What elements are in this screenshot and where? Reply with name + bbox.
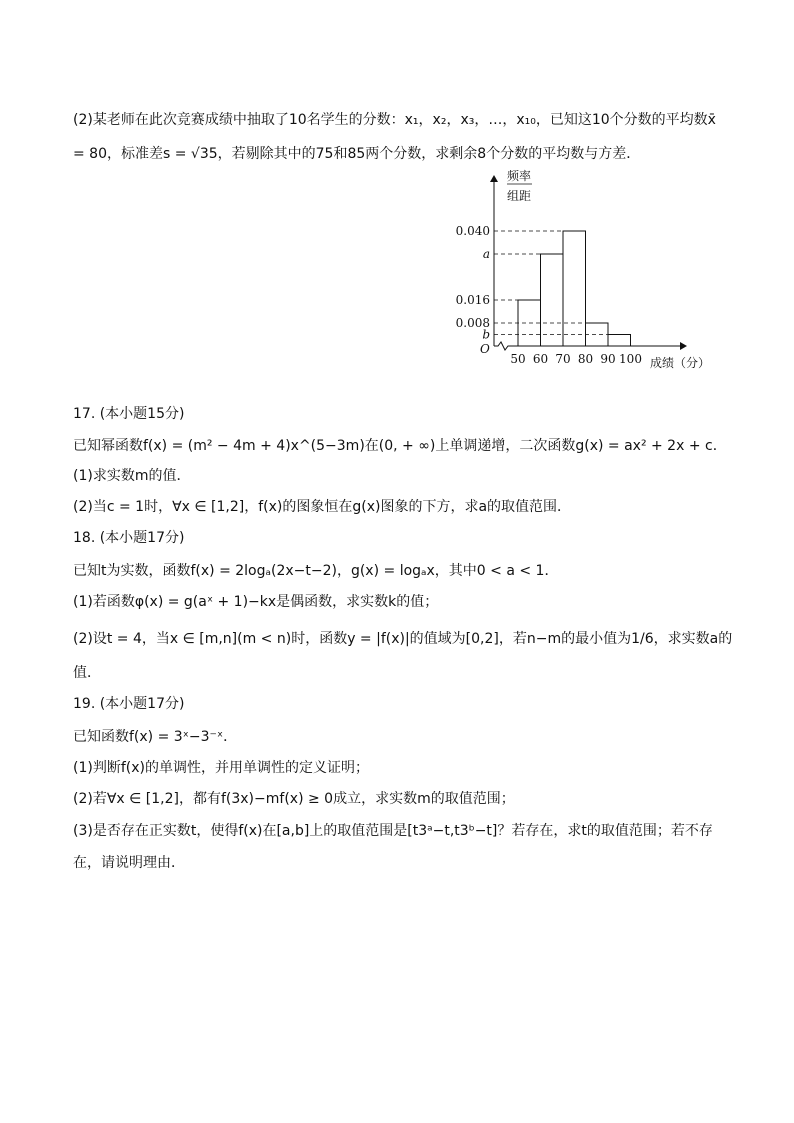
q18-part2-line1: (2)设t = 4，当x ∈ [m,n](m < n)时，函数y = |f(x)|的值域为[0,2]，若n−m的最小值为1/6，求实数a的	[73, 631, 733, 647]
q17-part2: (2)当c = 1时，∀x ∈ [1,2]，f(x)的图象恒在g(x)图象的下方，求a的取值范围．	[73, 499, 572, 515]
y-tick-label: 0.040	[455, 224, 490, 238]
q18-part1: (1)若函数φ(x) = g(aˣ + 1)−kx是偶函数，求实数k的值；	[73, 594, 439, 610]
q18-stem: 已知t为实数，函数f(x) = 2logₐ(2x−t−2)，g(x) = logₐx，其中0 < a < 1．	[73, 563, 559, 579]
y-tick-label: a	[482, 247, 490, 261]
origin-label: O	[480, 342, 490, 356]
q19-stem: 已知函数f(x) = 3ˣ−3⁻ˣ．	[73, 729, 238, 745]
histogram-bar	[563, 231, 586, 346]
q19-part1: (1)判断f(x)的单调性，并用单调性的定义证明；	[73, 760, 369, 776]
q17-header: 17. (本小题15分)	[73, 406, 185, 422]
q19-part3-line1: (3)是否存在正实数t，使得f(x)在[a,b]上的取值范围是[t3ᵃ−t,t3ᵇ−t]？若存在，求t的取值范围；若不存	[73, 823, 713, 839]
x-tick-label: 100	[619, 352, 642, 366]
histogram-bar	[541, 254, 564, 346]
q18-header: 18. (本小题17分)	[73, 530, 185, 546]
x-tick-label: 60	[532, 352, 549, 366]
q16-part2-line1: (2)某老师在此次竞赛成绩中抽取了10名学生的分数：x₁，x₂，x₃，…，x₁₀，已知这10个分数的平均数x̄	[73, 112, 716, 128]
q17-stem: 已知幂函数f(x) = (m² − 4m + 4)x^(5−3m)在(0, + ∞)上单调递增，二次函数g(x) = ax² + 2x + c．	[73, 438, 727, 454]
xlabel: 成绩（分）	[650, 356, 711, 370]
q16-part2-line2: = 80，标准差s = √35，若剔除其中的75和85两个分数，求剩余8个分数的平均数与方差．	[73, 146, 641, 162]
x-tick-label: 80	[577, 352, 594, 366]
x-tick-label: 90	[600, 352, 616, 366]
ylabel-bottom: 组距	[507, 189, 532, 203]
ylabel-top: 频率	[507, 169, 532, 183]
x-axis-break	[494, 342, 518, 350]
x-tick-label: 70	[555, 352, 571, 366]
q17-part1: (1)求实数m的值．	[73, 468, 191, 484]
y-tick-label: 0.016	[455, 293, 490, 307]
q19-part3-line2: 在，请说明理由．	[73, 855, 185, 871]
histogram-bar	[608, 335, 631, 347]
q18-part2-line2: 值．	[73, 665, 101, 681]
q19-header: 19. (本小题17分)	[73, 696, 185, 712]
y-tick-label: b	[482, 327, 490, 342]
y-tick-label: 0.008	[455, 316, 490, 330]
q19-part2: (2)若∀x ∈ [1,2]，都有f(3x)−mf(x) ≥ 0成立，求实数m的取值范围；	[73, 791, 515, 807]
x-tick-label: 50	[510, 352, 526, 366]
histogram-chart	[455, 169, 736, 375]
